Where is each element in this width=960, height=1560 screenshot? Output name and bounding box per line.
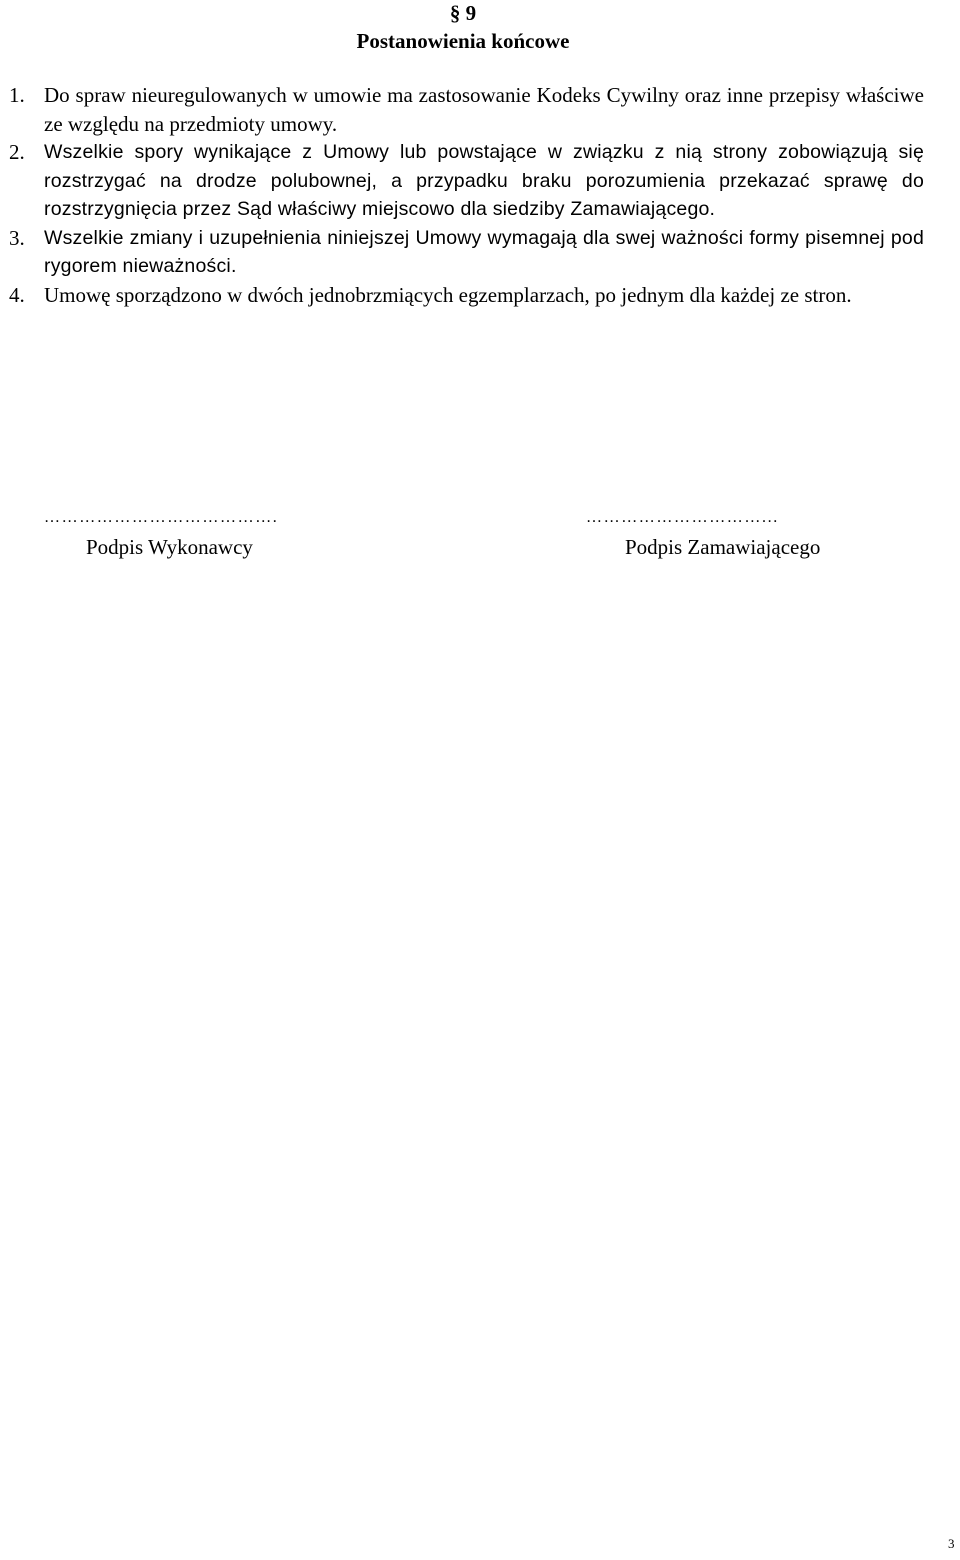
page-number: 3 bbox=[948, 1536, 955, 1551]
item-number: 3. bbox=[9, 225, 25, 250]
list-item bbox=[9, 224, 924, 281]
contractor-signature-label: Podpis Wykonawcy bbox=[86, 535, 253, 559]
item-number: 4. bbox=[9, 282, 25, 307]
item-number: 1. bbox=[9, 83, 25, 107]
item-text: Do spraw nieuregulowanych w umowie ma zastosowanie Kodeks Cywilny oraz inne przepisy właściwe ze względu na przedmioty umowy. bbox=[44, 83, 924, 136]
client-signature-label: Podpis Zamawiającego bbox=[625, 535, 821, 559]
item-text: Wszelkie spory wynikające z Umowy lub powstające w związku z nią strony zobowiązują się rozstrzygać na drodze polubownej, a przypadku braku porozumienia przekazać sprawę do rozstrzygnięcia przez Sąd właściwy miejscowo dla siedziby Zamawiającego. bbox=[44, 141, 924, 220]
provisions-list bbox=[9, 81, 924, 309]
section-number: § 9 bbox=[449, 1, 477, 25]
client-signature-line: …………………………... bbox=[586, 509, 779, 526]
item-number: 2. bbox=[9, 140, 25, 164]
contractor-signature-line: …………………………………. bbox=[44, 509, 279, 526]
section-title: Postanowienia końcowe bbox=[356, 29, 570, 53]
list-item bbox=[9, 281, 924, 310]
item-text: Wszelkie zmiany i uzupełnienia niniejszej Umowy wymagają dla swej ważności formy pisemnej pod rygorem nieważności. bbox=[44, 226, 924, 277]
item-text: Umowę sporządzono w dwóch jednobrzmiących egzemplarzach, po jednym dla każdej ze stron. bbox=[44, 282, 852, 307]
list-item bbox=[9, 138, 924, 224]
list-item bbox=[9, 81, 924, 138]
